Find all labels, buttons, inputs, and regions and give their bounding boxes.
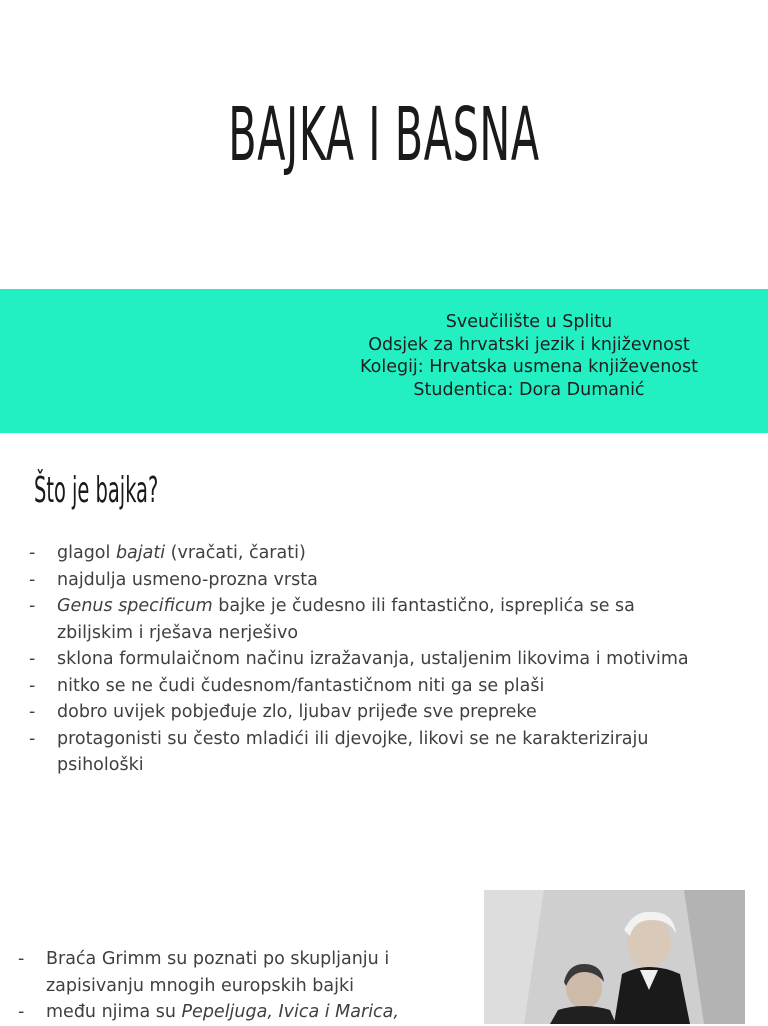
dash-marker: -: [18, 1002, 25, 1022]
section-heading: Što je bajka?: [34, 470, 159, 511]
list-item: - među njima su Pepeljuga, Ivica i Marica,: [18, 999, 458, 1026]
list-item: - dobro uvijek pobjeđuje zlo, ljubav prijeđe sve prepreke: [29, 699, 689, 726]
list-item: - protagonisti su često mladići ili djevojke, likovi se ne karakteriziraju psihološki: [29, 726, 689, 779]
dash-marker: -: [29, 649, 36, 669]
dash-marker: -: [18, 949, 25, 969]
university-line: Sveučilište u Splitu: [445, 312, 613, 332]
dash-marker: -: [29, 675, 36, 696]
dash-marker: -: [29, 728, 36, 749]
department-line: Odsjek za hrvatski jezik i književnost: [368, 334, 690, 355]
brothers-grimm-photo: [484, 890, 745, 1024]
dash-marker: -: [29, 543, 36, 563]
slide-title: BAJKA I BASNA: [228, 92, 540, 178]
list-item: - najdulja usmeno-prozna vrsta: [29, 567, 689, 594]
list-item: - sklona formulaičnom načinu izražavanja, ustaljenim likovima i motivima: [29, 646, 689, 673]
title-slide: [0, 0, 768, 433]
dash-marker: -: [29, 596, 36, 616]
list-item: - Braća Grimm su poznati po skupljanju i zapisivanju mnogih europskih bajki: [18, 946, 458, 999]
student-line: Studentica: Dora Dumanić: [413, 379, 645, 400]
list-item: - Genus specificum bajke je čudesno ili fantastično, ispreplića se sa zbiljskim i rješava nerješivo: [29, 593, 689, 646]
course-line: Kolegij: Hrvatska usmena književenost: [360, 357, 698, 377]
dash-marker: -: [29, 702, 36, 722]
list-item: - nitko se ne čudi čudesnom/fantastičnom niti ga se plaši: [29, 673, 689, 700]
dash-marker: -: [29, 569, 36, 590]
list-item: - glagol bajati (vračati, čarati): [29, 540, 689, 567]
grimm-list: [18, 946, 458, 1026]
photo-illustration: [484, 890, 745, 1024]
definition-list: [29, 540, 689, 779]
info-text: [330, 311, 728, 401]
info-band: [0, 289, 768, 433]
